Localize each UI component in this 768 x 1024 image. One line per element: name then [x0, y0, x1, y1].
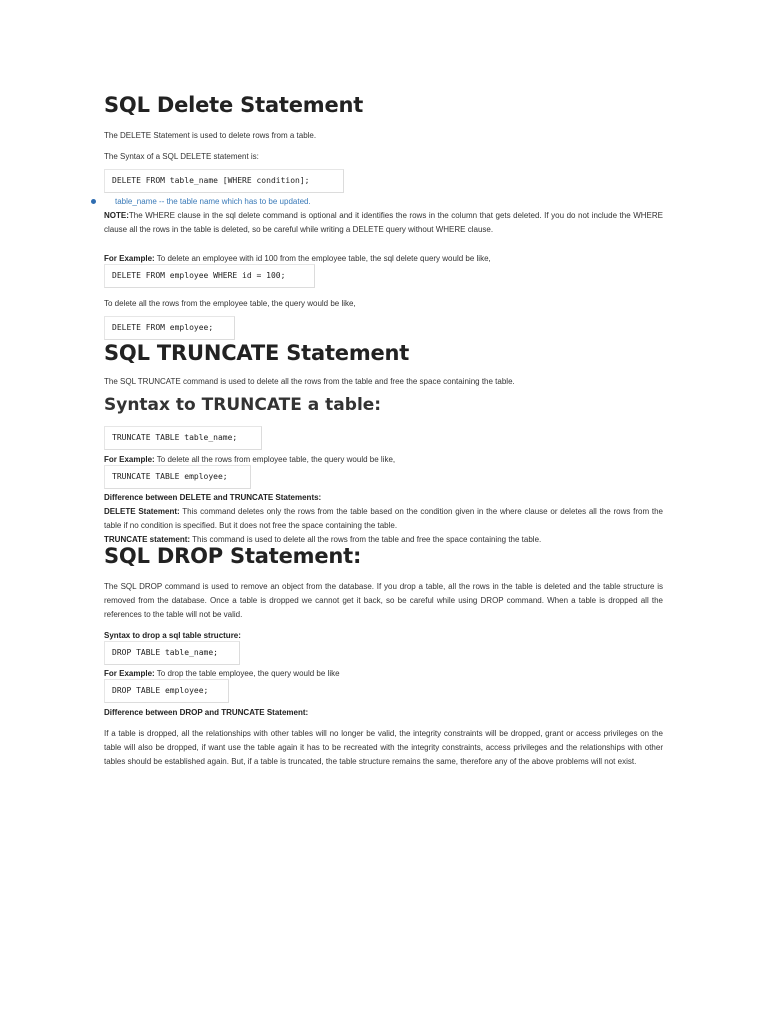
drop-example-label: For Example:: [104, 669, 155, 678]
truncate-intro: The SQL TRUNCATE command is used to delete all the rows from the table and free the space containing the table.: [104, 377, 515, 386]
delete-syntax-intro: The Syntax of a SQL DELETE statement is:: [104, 152, 259, 161]
truncate-syntax-heading: Syntax to TRUNCATE a table:: [104, 395, 382, 415]
drop-syntax-code: DROP TABLE table_name;: [104, 641, 240, 665]
delete-example-label: For Example:: [104, 254, 155, 263]
delete-title: SQL Delete Statement: [104, 93, 364, 117]
drop-example-text: To drop the table employee, the query would be like: [154, 669, 340, 678]
note-label: NOTE:: [104, 211, 129, 220]
bullet-dot-icon: [91, 199, 96, 204]
truncate-title: SQL TRUNCATE Statement: [104, 341, 410, 365]
drop-syntax-heading: Syntax to drop a sql table structure:: [104, 631, 241, 640]
delete-statement-label: DELETE Statement:: [104, 507, 180, 516]
difference-drop-truncate-heading: Difference between DROP and TRUNCATE Statement:: [104, 708, 309, 717]
delete-intro: The DELETE Statement is used to delete rows from a table.: [104, 131, 317, 140]
truncate-statement-text: This command is used to delete all the rows from the table and free the space containing the table.: [190, 535, 542, 544]
drop-example-code: DROP TABLE employee;: [104, 679, 229, 703]
truncate-syntax-code: TRUNCATE TABLE table_name;: [104, 426, 262, 450]
truncate-example-text: To delete all the rows from employee table, the query would be like,: [154, 455, 396, 464]
delete-example-text: To delete an employee with id 100 from the employee table, the sql delete query would be like,: [154, 254, 491, 263]
difference-delete-truncate-heading: Difference between DELETE and TRUNCATE Statements:: [104, 493, 322, 502]
drop-truncate-difference-text: If a table is dropped, all the relationships with other tables will no longer be valid, the integrity constraints will be dropped, grant or access privileges on the table will also be dropped, if want use the table again it has to be recreated with the integrity constraints, access privileges and the relationships with other tables should be established again. But, if a table is truncated, the table structure remains the same, therefore any of the above problems will not exist.: [104, 729, 663, 766]
delete-example-code: DELETE FROM employee WHERE id = 100;: [104, 264, 315, 288]
truncate-example-code: TRUNCATE TABLE employee;: [104, 465, 251, 489]
delete-syntax-code: DELETE FROM table_name [WHERE condition];: [104, 169, 344, 193]
drop-intro: The SQL DROP command is used to remove an object from the database. If you drop a table, all the rows in the table is deleted and the table structure is removed from the database. Once a table is dropped we cannot get it back, so be careful while using DROP command. When a table is dropped all the references to the table will not be valid.: [104, 582, 663, 619]
delete-all-text: To delete all the rows from the employee table, the query would be like,: [104, 299, 356, 308]
delete-all-code: DELETE FROM employee;: [104, 316, 235, 340]
delete-note: [104, 209, 663, 237]
delete-statement-description: [104, 505, 663, 533]
truncate-statement-label: TRUNCATE statement:: [104, 535, 191, 544]
drop-title: SQL DROP Statement:: [104, 544, 362, 568]
note-text: The WHERE clause in the sql delete command is optional and it identifies the rows in the column that gets deleted. If you do not include the WHERE clause all the rows in the table is deleted, so be careful while writing a DELETE query without WHERE clause.: [104, 211, 663, 234]
bullet-table-name: table_name -- the table name which has to be updated.: [115, 197, 311, 206]
truncate-example-label: For Example:: [104, 455, 155, 464]
delete-statement-text: This command deletes only the rows from the table based on the condition given in the where clause or deletes all the rows from the table if no condition is specified. But it does not free the space containing the table.: [104, 507, 664, 530]
